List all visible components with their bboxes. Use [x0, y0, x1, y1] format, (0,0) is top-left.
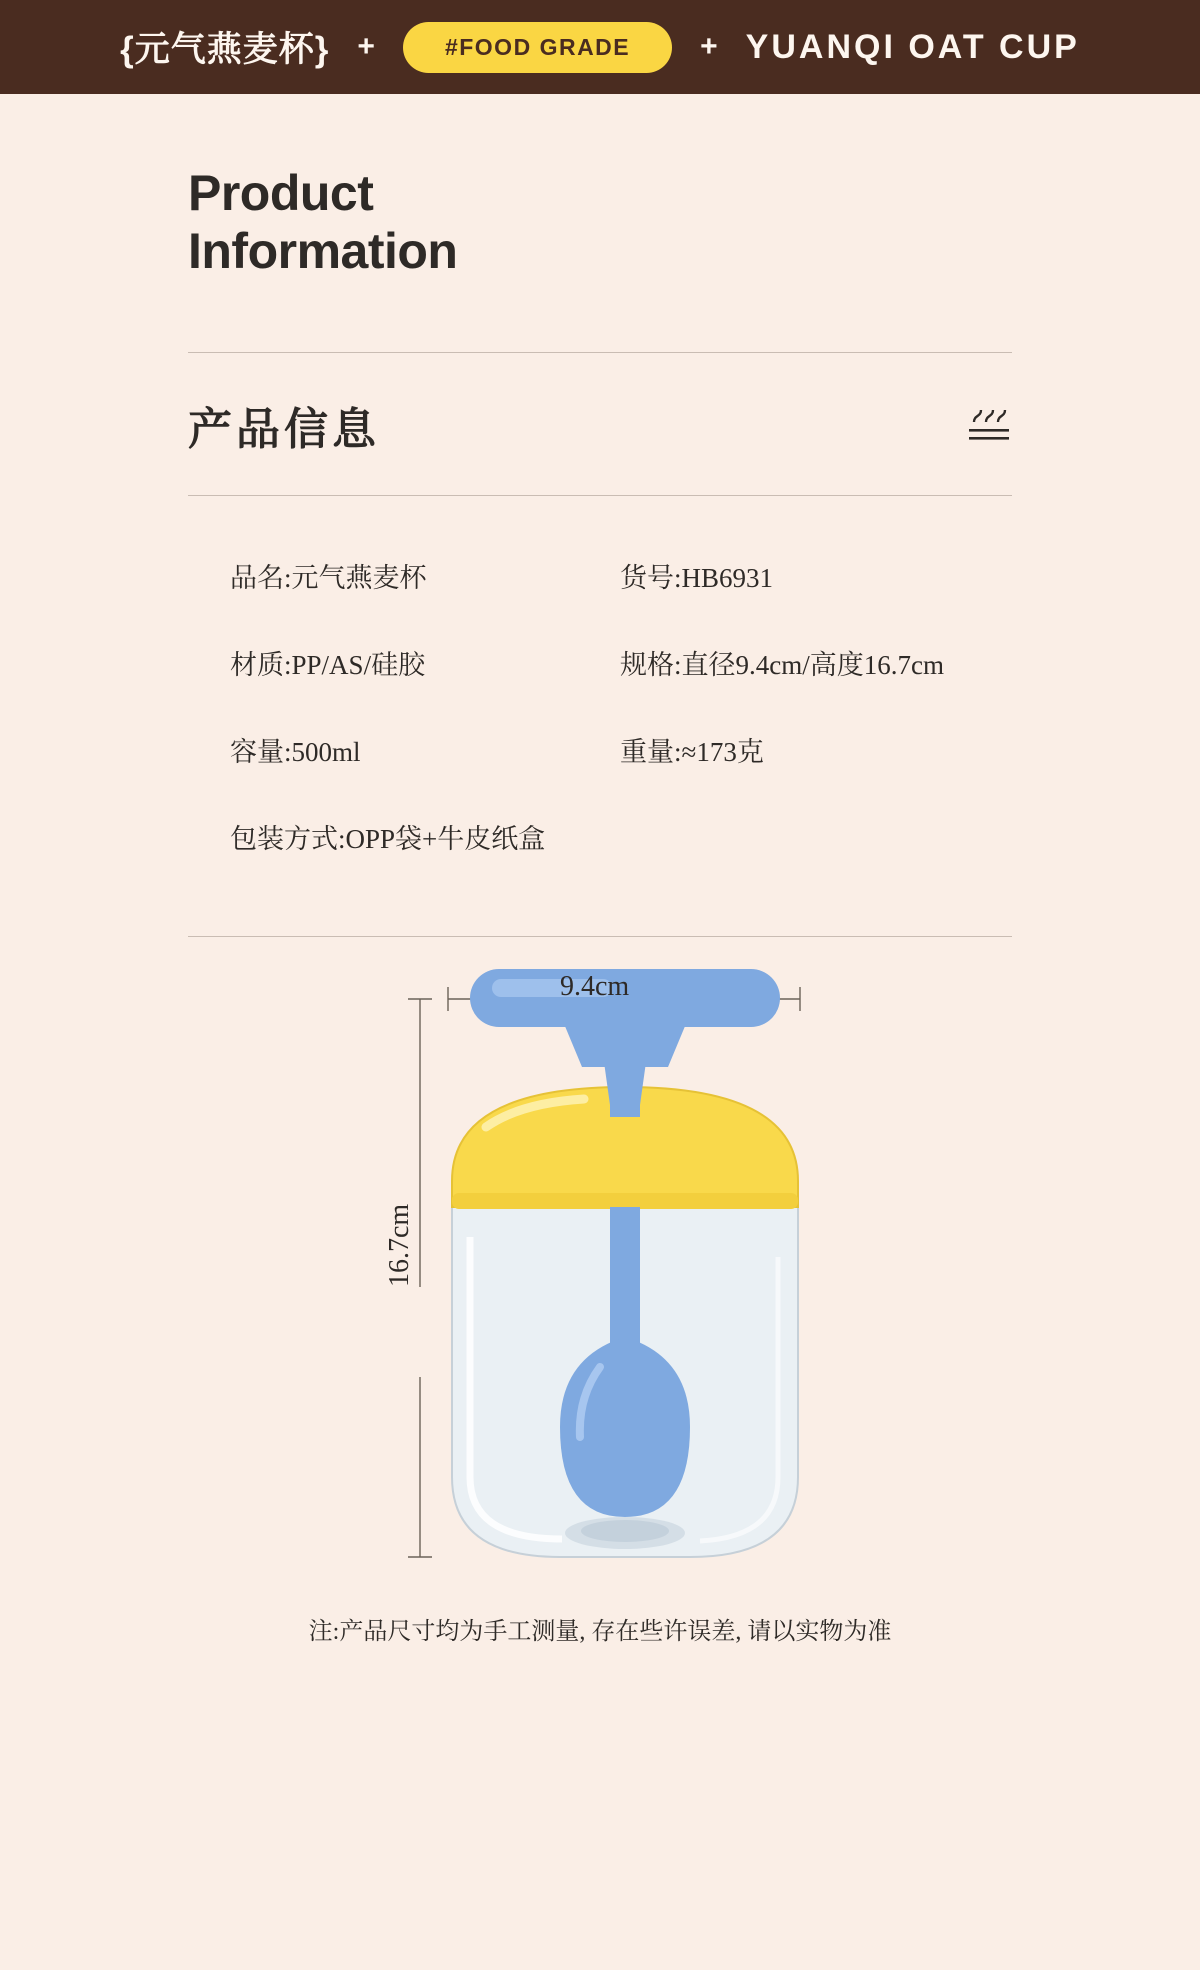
spec-row: 货号:HB6931 [620, 563, 774, 593]
spec-value: 500ml [291, 737, 361, 767]
product-dimension-diagram [0, 957, 1200, 1597]
spec-label: 重量 [620, 737, 674, 767]
spec-label: 规格 [620, 650, 674, 680]
brand-name-cn: {元气燕麦杯} [120, 30, 330, 69]
page-title-line-1: Product [188, 165, 374, 221]
divider-bottom [188, 936, 1012, 937]
spec-value: 直径9.4cm/高度16.7cm [681, 650, 944, 680]
section-title-cn: 产品信息 [188, 405, 380, 454]
spec-value: 元气燕麦杯 [291, 563, 427, 593]
spec-label: 货号 [620, 563, 674, 593]
spec-label: 品名 [230, 563, 284, 593]
section-header [188, 353, 1012, 495]
product-illustration [0, 957, 1200, 1597]
width-dimension-label: 9.4cm [560, 971, 630, 1002]
spec-list [188, 556, 1012, 856]
spec-row: 容量:500ml [230, 737, 361, 767]
spec-value: ≈173克 [681, 737, 764, 767]
divider-under-section-title [188, 495, 1012, 496]
spec-value: PP/AS/硅胶 [291, 650, 426, 680]
spec-label: 材质 [230, 650, 284, 680]
plus-separator-1: + [357, 30, 375, 63]
spec-label: 包装方式 [230, 824, 338, 854]
spec-row: 重量:≈173克 [620, 737, 764, 767]
spec-value: OPP袋+牛皮纸盒 [345, 824, 546, 854]
steam-icon [966, 404, 1012, 446]
content-area [0, 164, 1200, 937]
page-title [188, 164, 1012, 280]
measurement-note: 注:产品尺寸均为手工测量, 存在些许误差, 请以实物为准 [308, 1619, 892, 1645]
plus-separator-2: + [700, 30, 718, 63]
spec-value: HB6931 [681, 563, 774, 593]
spec-row: 规格:直径9.4cm/高度16.7cm [620, 650, 944, 680]
spec-row: 材质:PP/AS/硅胶 [230, 650, 426, 680]
spec-row: 品名:元气燕麦杯 [230, 563, 427, 593]
food-grade-badge: #FOOD GRADE [403, 22, 672, 73]
page-title-line-2: Information [188, 223, 458, 279]
spec-row: 包装方式:OPP袋+牛皮纸盒 [230, 824, 546, 854]
brand-name-en: YUANQI OAT CUP [745, 27, 1080, 66]
top-banner [0, 0, 1200, 94]
spec-label: 容量 [230, 737, 284, 767]
height-dimension-label: 16.7cm [384, 1203, 415, 1287]
